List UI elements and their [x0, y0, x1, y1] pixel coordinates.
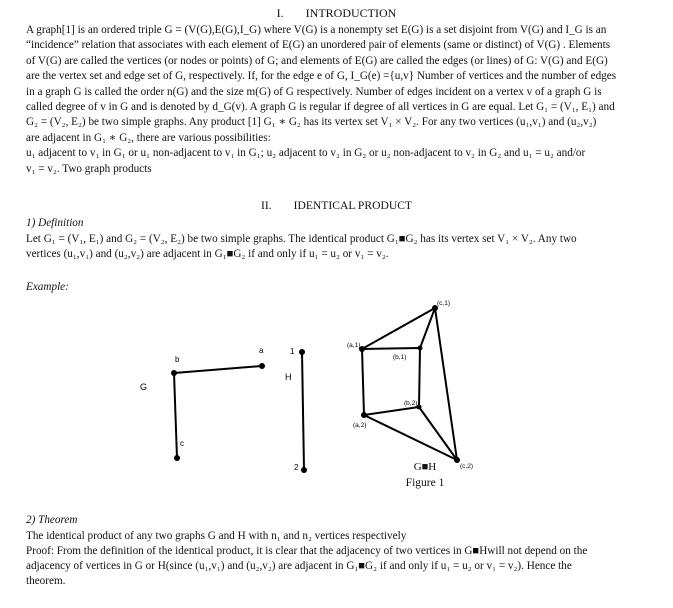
vertex-a2: [361, 412, 367, 418]
intro-line: of V(G) are called the vertices (or nodes or points) of G; and elements of E(G) are called the edges (or lines) of G: V(G) and E(G): [26, 54, 608, 67]
intro-line: are the vertex set and edge set of G, respectively. If, for the edge e of G, I_G(e) ={u,v} Number of vertices and the number of edges: [26, 70, 617, 83]
edge-a1-c1: [362, 308, 435, 349]
definition-line: vertices (u₁,v₁) and (u₂,v₂) are adjacent in G₁■G₂ if and only if u₁ = u₂ or v₁ = v₂.: [26, 248, 389, 260]
vertex-label-b2: (b,2): [404, 400, 418, 407]
edge-a2-b2: [364, 407, 419, 415]
graph-g: [174, 366, 262, 458]
edge-a1-b1: [362, 348, 420, 349]
vertex-label-a: a: [259, 346, 264, 355]
section-2-title: IDENTICAL PRODUCT: [293, 199, 413, 212]
edge-b1-b2: [419, 348, 420, 407]
intro-line: called degree of v in G and is denoted by d_G(v). A graph G is regular if degree of all vertices in G are equal. Let G₁ = (V₁, E₁) and: [26, 101, 615, 114]
theorem-line: theorem.: [26, 575, 66, 587]
definition-heading: 1) Definition: [26, 217, 84, 229]
section-2-number: II.: [260, 199, 272, 212]
graph-h: [302, 352, 304, 470]
intro-line: in a graph G is called the order n(G) and the size m(G) of G respectively. Number of edges incident on a vertex v of a graph G is: [26, 85, 602, 98]
vertex-2: [301, 467, 307, 473]
definition-line: Let G₁ = (V₁, E₁) and G₂ = (V₂, E₂) be two simple graphs. The identical product G₁■G₂ has its vertex set V₁ × V₂. Any two: [26, 233, 577, 245]
theorem-line: adjacency of vertices in G or H(since (u₁,v₁) and (u₂,v₂) are adjacent in G₁■G₂ if and only if u₁ = u₂ or v₁ = v₂). Hence the: [26, 560, 572, 572]
theorem-line: The identical product of any two graphs G and H with n₁ and n₂ vertices respectively: [26, 530, 407, 542]
vertex-label-c1: (c,1): [437, 300, 450, 307]
edge-c1-c2: [435, 308, 457, 460]
graph-g-vertices: [171, 363, 265, 461]
vertex-b1: [418, 346, 423, 351]
section-1-number: I.: [276, 6, 284, 20]
example-label: Example:: [26, 281, 69, 293]
vertex-a: [259, 363, 265, 369]
edge-1-2: [302, 352, 304, 470]
intro-line: v₁ = v₂. Two graph products: [26, 162, 152, 175]
vertex-label-b1: (b,1): [393, 354, 407, 361]
vertex-label-c: c: [180, 439, 184, 448]
section-1-title: INTRODUCTION: [305, 6, 397, 20]
vertex-label-1: 1: [290, 347, 295, 356]
vertex-b: [171, 370, 177, 376]
vertex-label-b: b: [175, 355, 180, 364]
theorem-paragraph: [26, 529, 646, 589]
product-label: G■H: [413, 461, 437, 473]
intro-line: A graph[1] is an ordered triple G = (V(G),E(G),I_G) where V(G) is a nonempty set E(G) is a set disjoint from V(G) and I_G is an: [26, 24, 607, 36]
intro-line: u₁ adjacent to v₁ in G₁ or u₁ non-adjacent to v₁ in G₁; u₂ adjacent to v₂ in G₂ or u₂ non-adjacent to v₂ in G₂ and u₁ = u₂ and/or: [26, 147, 586, 160]
edge-b-a: [174, 366, 262, 373]
edge-b1-c1: [420, 308, 435, 348]
vertex-label-2: 2: [294, 463, 299, 472]
intro-line: G₂ = (V₂, E₂) be two simple graphs. Any product [1] G₁ ∗ G₂ has its vertex set V₁ × V₂. For any two vertices (u₁,v₁) and (u₂,v₂): [26, 116, 597, 129]
vertex-label-c2: (c,2): [460, 463, 473, 470]
graph-h-label: H: [285, 372, 292, 382]
vertex-label-a1: (a,1): [347, 342, 361, 349]
theorem-line: Proof: From the definition of the identical product, it is clear that the adjacency of two vertices in G■Hwill not depend on the: [26, 545, 588, 557]
intro-line: are adjacent in G₁ ∗ G₂, there are various possibilities:: [26, 131, 271, 144]
intro-line: “incidence” relation that associates with each element of E(G) an unordered pair of elements (same or distinct) of V(G) . Elements: [26, 39, 611, 52]
edge-b-c: [174, 373, 177, 458]
vertex-c: [174, 455, 180, 461]
vertex-label-a2: (a,2): [353, 422, 367, 429]
vertex-1: [299, 349, 305, 355]
edge-a2-c2: [364, 415, 457, 460]
product-graph: [362, 308, 457, 460]
theorem-heading: 2) Theorem: [26, 514, 78, 526]
figure-caption: Figure 1: [405, 477, 445, 489]
edge-a1-a2: [362, 349, 364, 415]
product-vertices: [359, 305, 460, 463]
graph-g-label: G: [140, 382, 148, 392]
